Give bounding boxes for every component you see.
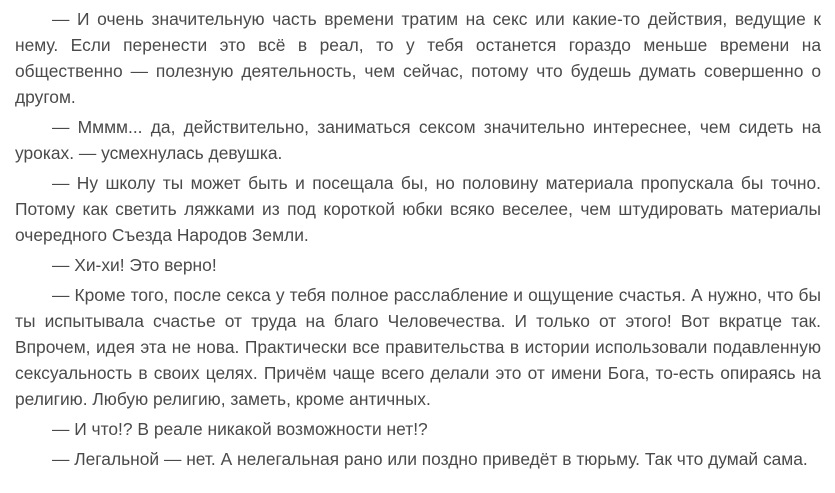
- paragraph-3: — Ну школу ты может быть и посещала бы, но половину материала пропускала бы точно. Потому как светить ляжками из под короткой юбки всяко веселее, чем штудировать материалы очередного Съезда Народов Земли.: [15, 173, 821, 245]
- paragraph-2: — Мммм... да, действительно, заниматься сексом значительно интереснее, чем сидеть на уроках. — усмехнулась девушка.: [15, 117, 821, 163]
- paragraph-1: — И очень значительную часть времени тратим на секс или какие-то действия, ведущие к нему. Если перенести это всё в реал, то у тебя останется гораздо меньше времени на общественно — полезную деятельность, чем сейчас, потому что будешь думать совершенно о другом.: [15, 9, 821, 107]
- paragraph-4: — Хи-хи! Это верно!: [52, 255, 217, 275]
- paragraph-5: — Кроме того, после секса у тебя полное расслабление и ощущение счастья. А нужно, что бы ты испытывала счастье от труда на благо Человечества. И только от этого! Вот вкратце так. Впрочем, идея эта не нова. Практически все правительства в истории использовали подавленную сексуальность в своих целях. Причём чаще всего делали это от имени Бога, то-есть опираясь на религию. Любую религию, заметь, кроме античных.: [15, 285, 821, 409]
- paragraph-6: — И что!? В реале никакой возможности нет!?: [52, 419, 428, 439]
- paragraph-7: — Легальной — нет. А нелегальная рано или поздно приведёт в тюрьму. Так что думай сама.: [52, 449, 808, 469]
